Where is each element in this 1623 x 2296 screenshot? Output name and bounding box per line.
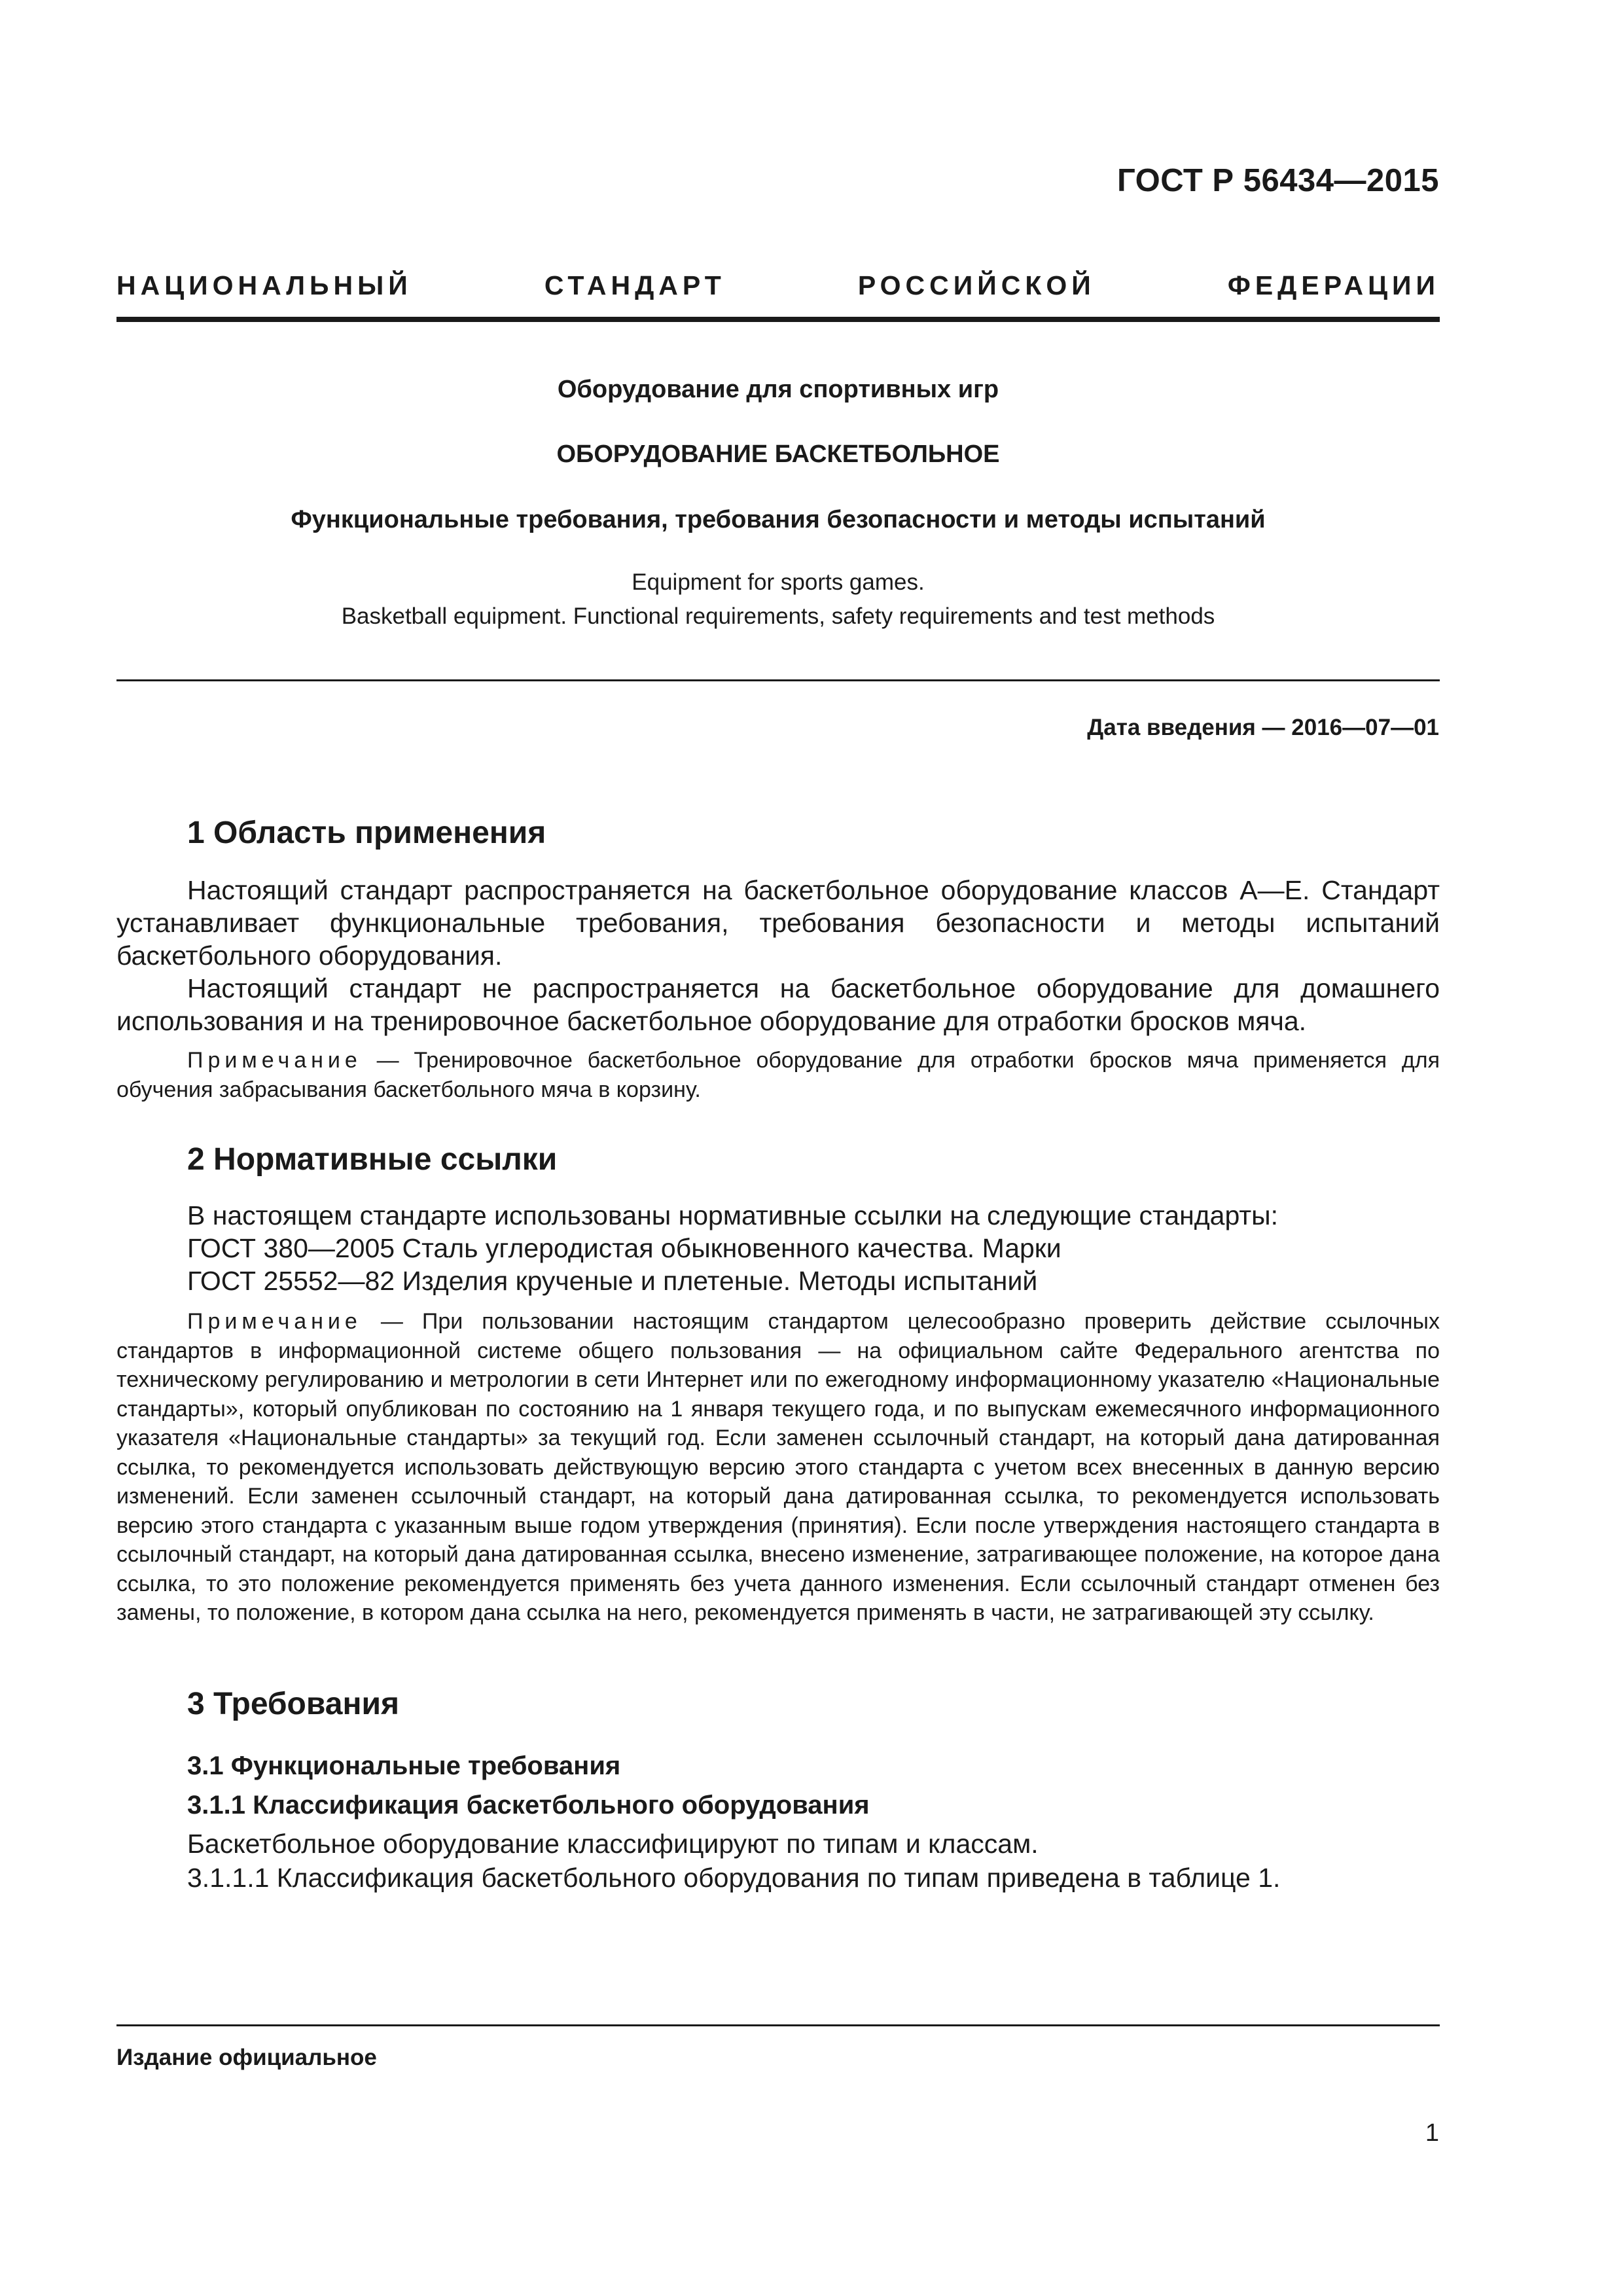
national-title-word: СТАНДАРТ — [544, 270, 726, 300]
english-title-line-1: Equipment for sports games. — [632, 569, 925, 595]
title-divider — [116, 679, 1440, 681]
section-1-paragraph-2: Настоящий стандарт не распространяется на баскетбольное оборудование для домашнего использования и на тренировочное баскетбольное оборудование для отработки бросков мяча. — [116, 973, 1440, 1036]
section-1-paragraph-1: Настоящий стандарт распространяется на баскетбольное оборудование классов А—Е. Стандарт устанавливает функциональные требования, требования безопасности и методы испытаний баскетбольного оборудования. — [116, 875, 1440, 971]
subsection-3-1-heading: 3.1 Функциональные требования — [187, 1751, 621, 1780]
section-2-heading: 2 Нормативные ссылки — [187, 1142, 558, 1177]
official-edition-label: Издание официальное — [116, 2045, 377, 2070]
title-subtitle: Функциональные требования, требования безопасности и методы испытаний — [291, 506, 1266, 533]
note-text: — При пользовании настоящим стандартом целесообразно проверить действие ссылочных стандартов в информационной системе общего пользования — на официальном сайте Федерального агентства по техническому регулированию и метрологии в сети Интернет или по ежегодному информационному указателю «Национальные стандарты», который опубликован по состоянию на 1 января текущего года, и по выпускам ежемесячного информационного указателя «Национальные стандарты» за текущий год. Если заменен ссылочный стандарт, на который дана датированная ссылка, то рекомендуется использовать действующую версию этого стандарта с учетом всех внесенных в данную версию изменений. Если заменен ссылочный стандарт, на который дана датированная ссылка, то рекомендуется использовать версию этого стандарта с указанным выше годом утверждения (принятия). Если после утверждения настоящего стандарта в ссылочный стандарт, на который дана датированная ссылка, внесено изменение, затрагивающее положение, на которое дана ссылка, то это положение рекомендуется применять без учета данного изменения. Если ссылочный стандарт отменен без замены, то положение, в котором дана ссылка на него, рекомендуется применять в части, не затрагивающей эту ссылку. — [116, 1309, 1440, 1625]
national-standard-title — [116, 270, 1440, 301]
title-group: Оборудование для спортивных игр — [557, 376, 999, 403]
national-title-word: РОССИЙСКОЙ — [857, 270, 1096, 300]
section-3-line-2: 3.1.1.1 Классификация баскетбольного оборудования по типам приведена в таблице 1. — [187, 1863, 1281, 1893]
section-1-note — [116, 1046, 1440, 1104]
section-3-heading: 3 Требования — [187, 1687, 399, 1721]
footer-divider — [116, 2024, 1440, 2026]
normative-reference-2: ГОСТ 25552—82 Изделия крученые и плетеные. Методы испытаний — [187, 1266, 1038, 1296]
title-main: ОБОРУДОВАНИЕ БАСКЕТБОЛЬНОЕ — [556, 440, 1000, 468]
section-2-intro: В настоящем стандарте использованы нормативные ссылки на следующие стандарты: — [187, 1200, 1279, 1230]
subsection-3-1-1-heading: 3.1.1 Классификация баскетбольного оборудования — [187, 1791, 870, 1820]
note-label: Примечание — [187, 1309, 362, 1334]
normative-reference-1: ГОСТ 380—2005 Сталь углеродистая обыкновенного качества. Марки — [187, 1233, 1061, 1263]
note-text: — Тренировочное баскетбольное оборудование для отработки бросков мяча применяется для обучения забрасывания баскетбольного мяча в корзину. — [116, 1048, 1440, 1102]
header-divider — [116, 317, 1440, 322]
english-title-line-2: Basketball equipment. Functional requirements, safety requirements and test methods — [341, 603, 1215, 629]
national-title-word: НАЦИОНАЛЬНЫЙ — [116, 270, 412, 300]
national-title-word: ФЕДЕРАЦИИ — [1227, 270, 1440, 300]
page-number: 1 — [1425, 2119, 1439, 2147]
document-number: ГОСТ Р 56434—2015 — [1116, 163, 1439, 198]
section-1-heading: 1 Область применения — [187, 816, 546, 850]
note-label: Примечание — [187, 1048, 362, 1073]
section-3-line-1: Баскетбольное оборудование классифицируют по типам и классам. — [187, 1829, 1039, 1859]
introduction-date: Дата введения — 2016—07—01 — [1087, 715, 1439, 740]
section-2-note — [116, 1307, 1440, 1628]
